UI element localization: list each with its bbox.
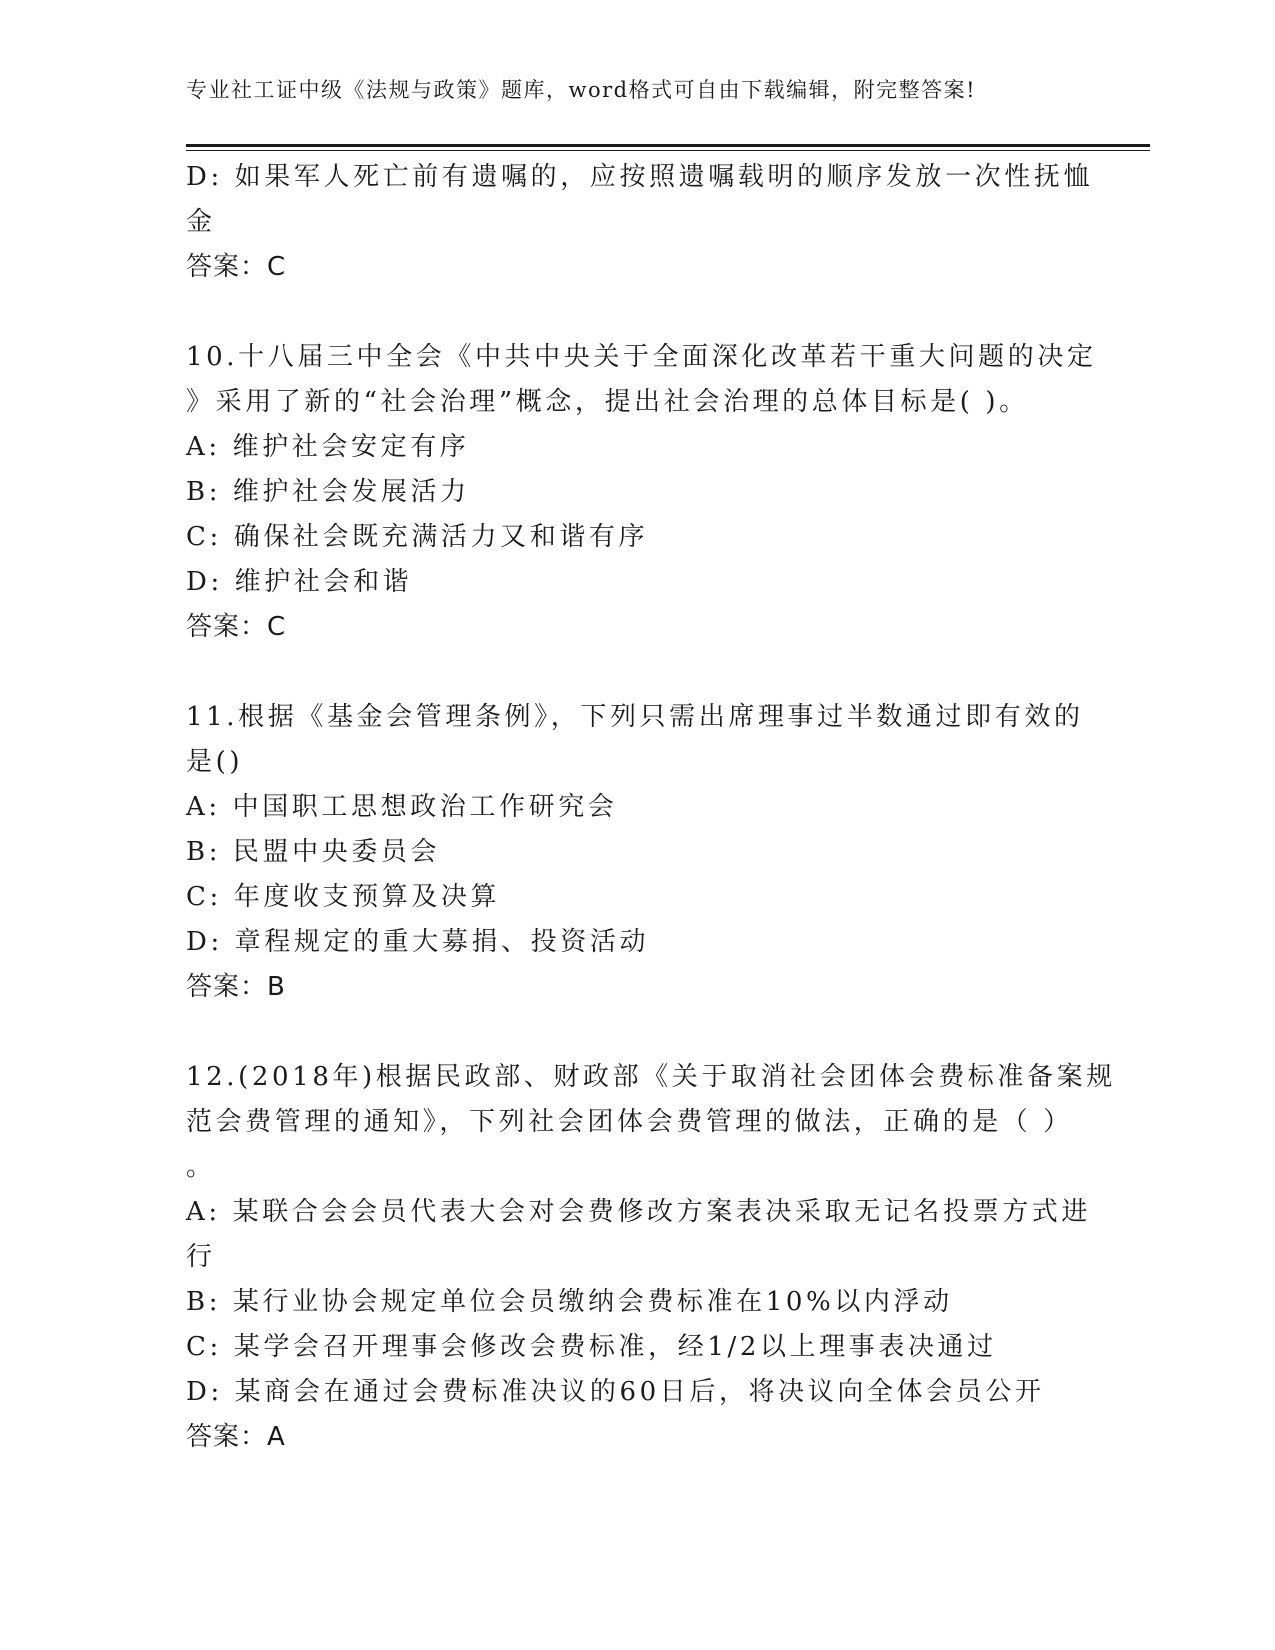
option-d-line: D: 如果军人死亡前有遗嘱的，应按照遗嘱载明的顺序发放一次性抚恤: [186, 162, 1094, 192]
question-stem: 10.十八届三中全会《中共中央关于全面深化改革若干重大问题的决定: [186, 342, 1097, 372]
option-b: B: 某行业协会规定单位会员缴纳会费标准在10%以内浮动: [186, 1287, 953, 1317]
option-d: D: 某商会在通过会费标准决议的60日后，将决议向全体会员公开: [186, 1377, 1045, 1407]
answer-value: C: [267, 612, 287, 642]
question-stem: 11.根据《基金会管理条例》，下列只需出席理事过半数通过即有效的: [186, 702, 1084, 732]
header-rule-thin: [186, 150, 1150, 151]
option-d: D: 章程规定的重大募捐、投资活动: [186, 927, 650, 957]
answer-label: 答案：: [186, 612, 268, 642]
question-stem: 是(): [186, 747, 244, 777]
answer-value: C: [267, 252, 287, 282]
option-a: A: 某联合会会员代表大会对会费修改方案表决采取无记名投票方式进: [186, 1197, 1092, 1227]
spacer: [186, 290, 1076, 335]
answer-label: 答案：: [186, 252, 268, 282]
question-stem: 12.(2018年)根据民政部、财政部《关于取消社会团体会费标准备案规: [186, 1062, 1116, 1092]
spacer: [186, 1010, 1076, 1055]
option-c: C: 某学会召开理事会修改会费标准，经1/2以上理事表决通过: [186, 1332, 997, 1362]
option-a: A: 中国职工思想政治工作研究会: [186, 792, 618, 822]
answer-label: 答案：: [186, 1422, 268, 1452]
header-rule-thick: [186, 144, 1150, 147]
question-12: [186, 1055, 1116, 1460]
answer-value: B: [267, 972, 286, 1002]
question-content: [186, 155, 1116, 1460]
option-b: B: 维护社会发展活力: [186, 477, 470, 507]
answer-line: [186, 1415, 1076, 1460]
option-a: A: 维护社会安定有序: [186, 432, 470, 462]
option-d-line: 金: [186, 207, 216, 237]
prev-question: [186, 155, 1094, 290]
question-stem: 范会费管理的通知》，下列社会团体会费管理的做法，正确的是（ ）: [186, 1107, 1073, 1137]
spacer: [186, 650, 1076, 695]
question-10: [186, 335, 1097, 650]
answer-line: [186, 605, 1076, 650]
answer-value: A: [267, 1422, 286, 1452]
question-stem: 》采用了新的“社会治理”概念，提出社会治理的总体目标是( )。: [186, 387, 1029, 417]
question-stem: 。: [186, 1152, 216, 1182]
answer-line: [186, 245, 1076, 290]
option-a: 行: [186, 1242, 216, 1272]
answer-label: 答案：: [186, 972, 268, 1002]
option-c: C: 年度收支预算及决算: [186, 882, 501, 912]
question-11: [186, 695, 1084, 1010]
option-b: B: 民盟中央委员会: [186, 837, 441, 867]
page-header: 专业社工证中级《法规与政策》题库，word格式可自由下载编辑，附完整答案!: [186, 78, 977, 102]
answer-line: [186, 965, 1076, 1010]
option-c: C: 确保社会既充满活力又和谐有序: [186, 522, 649, 552]
option-d: D: 维护社会和谐: [186, 567, 413, 597]
